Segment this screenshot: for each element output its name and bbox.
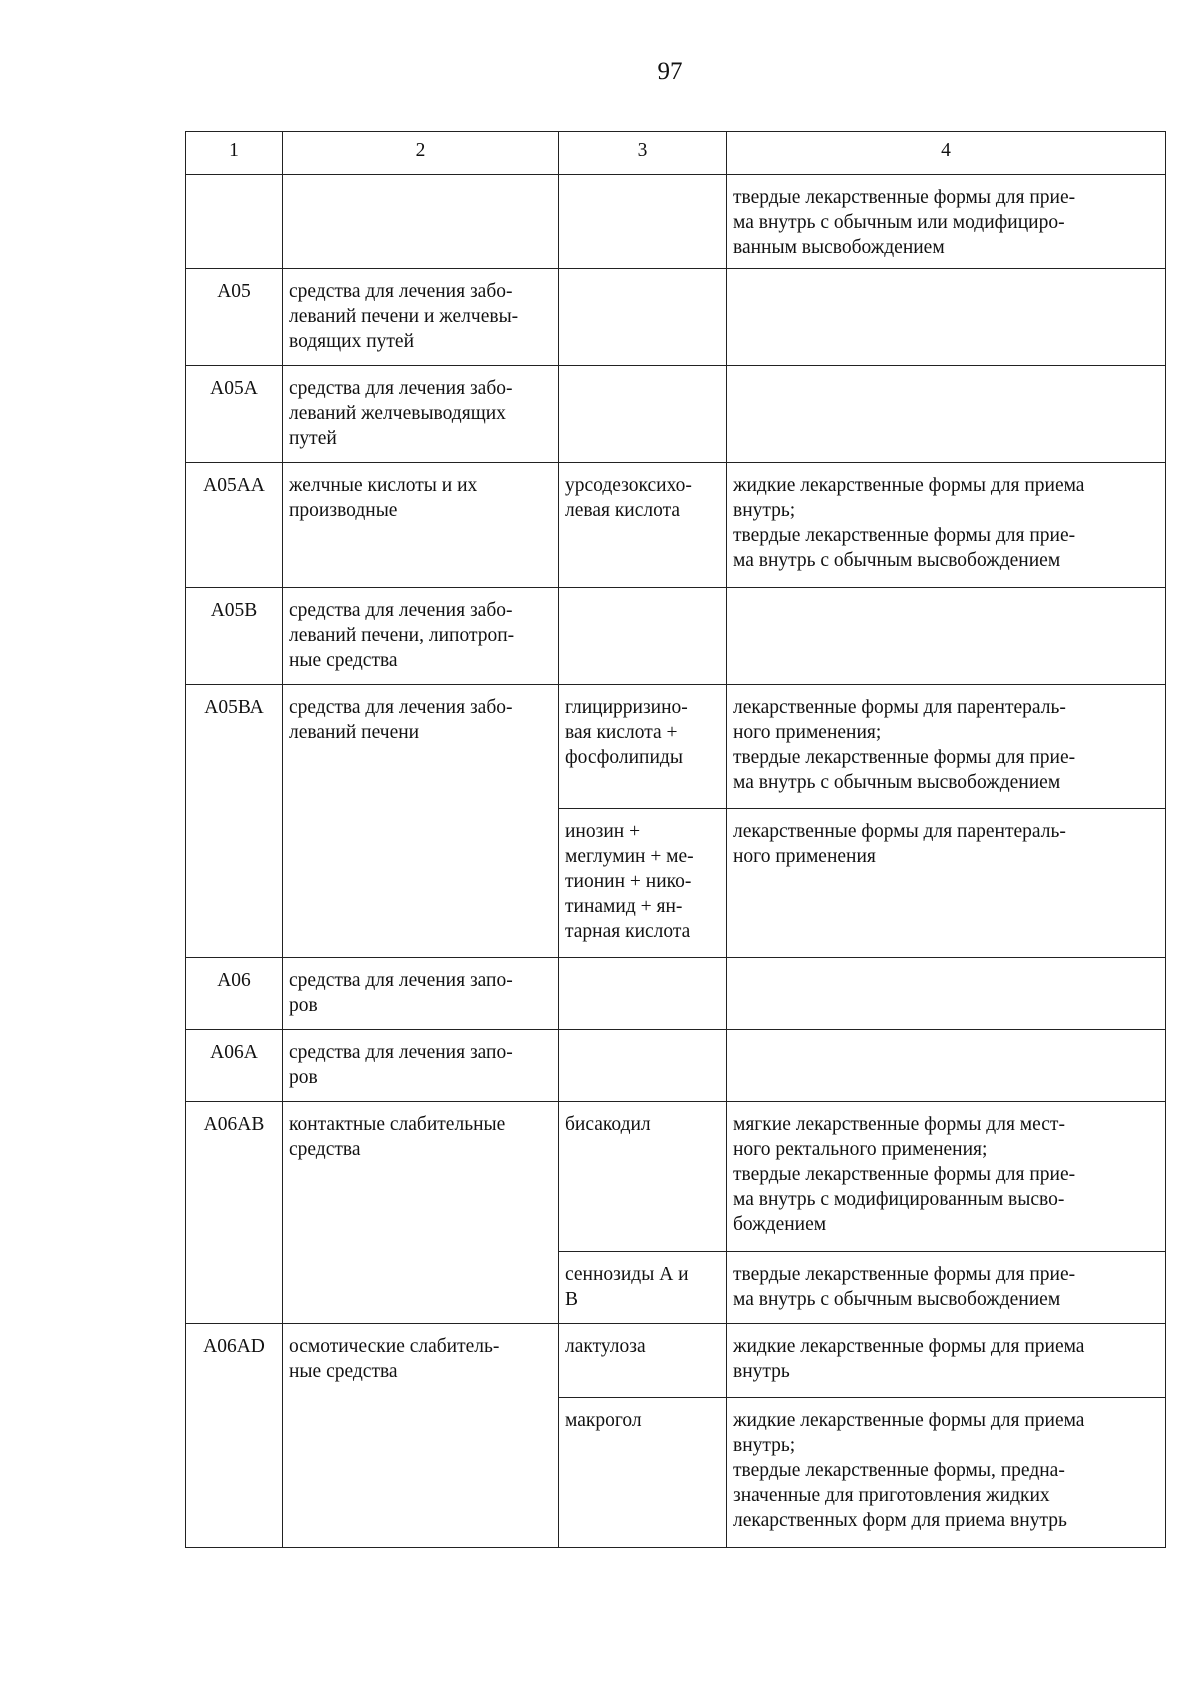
forms-cell [727, 958, 1166, 1030]
group-cell: средства для лечения запо- ров [283, 1030, 559, 1102]
forms-cell [727, 269, 1166, 366]
table-row [186, 588, 1166, 685]
forms-cell: твердые лекарственные формы для прие- ма внутрь с обычным высвобождением [727, 1252, 1166, 1324]
substance-cell: сеннозиды А и В [559, 1252, 727, 1324]
substance-cell [559, 1030, 727, 1102]
forms-cell [727, 366, 1166, 463]
header-cell: 3 [559, 132, 727, 175]
forms-cell: лекарственные формы для парентераль- ного применения; твердые лекарственные формы для прие- ма внутрь с обычным высвобождением [727, 685, 1166, 809]
forms-cell: твердые лекарственные формы для прие- ма внутрь с обычным или модифициро- ванным высвобождением [727, 175, 1166, 269]
forms-cell: жидкие лекарственные формы для приема внутрь; твердые лекарственные формы для прие- ма внутрь с обычным высвобождением [727, 463, 1166, 588]
substance-cell: глицирризино- вая кислота + фосфолипиды [559, 685, 727, 809]
atc-code-cell: А05В [186, 588, 283, 685]
atc-code-cell: А05 [186, 269, 283, 366]
header-cell: 4 [727, 132, 1166, 175]
header-cell: 1 [186, 132, 283, 175]
forms-cell: жидкие лекарственные формы для приема внутрь; твердые лекарственные формы, предна- значенные для приготовления жидких лекарственных форм для приема внутрь [727, 1398, 1166, 1548]
atc-code-cell: А05ВА [186, 685, 283, 958]
group-cell: средства для лечения забо- леваний печени [283, 685, 559, 958]
substance-cell [559, 588, 727, 685]
substance-cell: макрогол [559, 1398, 727, 1548]
header-cell: 2 [283, 132, 559, 175]
substance-cell [559, 175, 727, 269]
medicines-table [185, 131, 1166, 1548]
table-row [186, 685, 1166, 809]
substance-cell [559, 269, 727, 366]
substance-cell: бисакодил [559, 1102, 727, 1252]
group-cell [283, 175, 559, 269]
page-number: 97 [657, 58, 683, 85]
table-row [186, 269, 1166, 366]
atc-code-cell: А05АА [186, 463, 283, 588]
table-row [186, 1102, 1166, 1252]
group-cell: желчные кислоты и их производные [283, 463, 559, 588]
forms-cell: жидкие лекарственные формы для приема внутрь [727, 1324, 1166, 1398]
atc-code-cell: А06А [186, 1030, 283, 1102]
table-header-row [186, 132, 1166, 175]
atc-code-cell: А06АD [186, 1324, 283, 1548]
group-cell: средства для лечения забо- леваний желчевыводящих путей [283, 366, 559, 463]
group-cell: средства для лечения запо- ров [283, 958, 559, 1030]
atc-code-cell: А05А [186, 366, 283, 463]
table-row [186, 1030, 1166, 1102]
substance-cell: урсодезоксихо- левая кислота [559, 463, 727, 588]
forms-cell [727, 588, 1166, 685]
atc-code-cell: А06 [186, 958, 283, 1030]
group-cell: средства для лечения забо- леваний печени, липотроп- ные средства [283, 588, 559, 685]
atc-code-cell: А06АВ [186, 1102, 283, 1324]
forms-cell: лекарственные формы для парентераль- ного применения [727, 809, 1166, 958]
table-row [186, 463, 1166, 588]
table-row [186, 366, 1166, 463]
substance-cell: лактулоза [559, 1324, 727, 1398]
atc-code-cell [186, 175, 283, 269]
table-row [186, 958, 1166, 1030]
group-cell: средства для лечения забо- леваний печени и желчевы- водящих путей [283, 269, 559, 366]
table-row [186, 175, 1166, 269]
forms-cell: мягкие лекарственные формы для мест- ного ректального применения; твердые лекарственные формы для прие- ма внутрь с модифицированным высво- бождением [727, 1102, 1166, 1252]
group-cell: осмотические слабитель- ные средства [283, 1324, 559, 1548]
forms-cell [727, 1030, 1166, 1102]
substance-cell [559, 366, 727, 463]
substance-cell [559, 958, 727, 1030]
group-cell: контактные слабительные средства [283, 1102, 559, 1324]
table-row [186, 1324, 1166, 1398]
substance-cell: инозин + меглумин + ме- тионин + нико- тинамид + ян- тарная кислота [559, 809, 727, 958]
